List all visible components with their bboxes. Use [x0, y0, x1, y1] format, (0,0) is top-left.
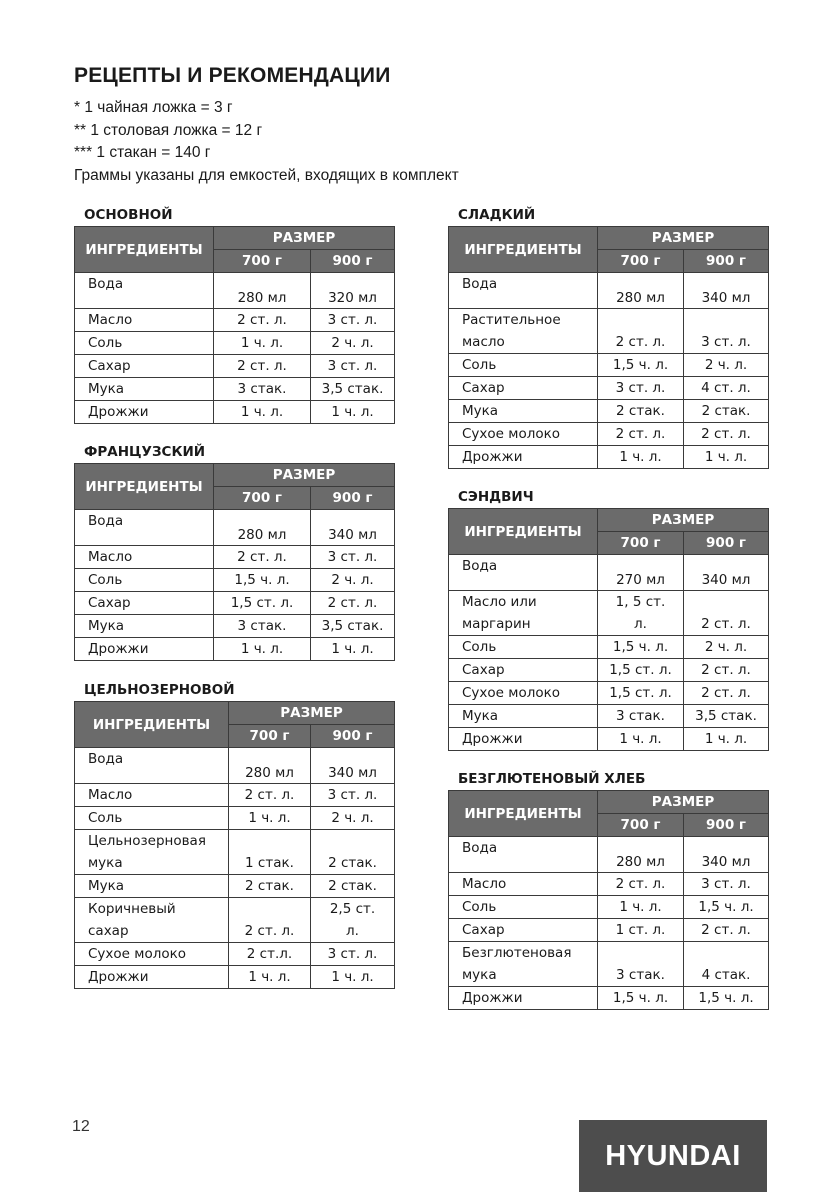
amount-900: 3 ст. л. — [311, 943, 395, 966]
size-header: РАЗМЕР — [214, 227, 395, 250]
amount-900: 1 ч. л. — [684, 728, 769, 751]
size-700-header: 700 г — [214, 487, 311, 510]
amount-700: 2 ст. л. — [214, 309, 311, 332]
ingredient-name: Масло — [449, 873, 598, 896]
amount-700: 270 мл — [598, 555, 684, 591]
ingredient-name: Соль — [449, 354, 598, 377]
amount-900: 3 ст. л. — [311, 309, 395, 332]
recipe-table — [74, 463, 395, 661]
table-row — [449, 896, 769, 919]
size-header: РАЗМЕР — [598, 791, 769, 814]
amount-900: 2 ст. л. — [684, 659, 769, 682]
amount-900: 2 ч. л. — [311, 807, 395, 830]
ingredient-name: Сахар — [449, 659, 598, 682]
size-700-header: 700 г — [214, 250, 311, 273]
amount-700-line-1: 1, 5 ст. — [615, 594, 666, 610]
recipe-title: ФРАНЦУЗСКИЙ — [84, 444, 206, 460]
recipe-table — [448, 790, 769, 1010]
table-row — [449, 682, 769, 705]
amount-700: 1,5 ч. л. — [214, 569, 311, 592]
ingredient-name: Мука — [449, 705, 598, 728]
amount-700: 2 стак. — [598, 400, 684, 423]
ingredient-name: Соль — [449, 896, 598, 919]
size-900-header: 900 г — [311, 487, 395, 510]
amount-900: 2 ч. л. — [311, 569, 395, 592]
amount-700: 2 ст. л. — [214, 546, 311, 569]
amount-900: 1 ч. л. — [311, 638, 395, 661]
ingredient-name-line-1: Безглютеновая — [462, 945, 572, 961]
size-700-header: 700 г — [598, 532, 684, 555]
amount-700: 3 стак. — [214, 615, 311, 638]
amount-900-line-1: 2,5 ст. — [329, 901, 376, 917]
amount-900: 3,5 стак. — [311, 378, 395, 401]
amount-700: 2 стак. — [229, 875, 311, 898]
table-row — [449, 659, 769, 682]
page-title: РЕЦЕПТЫ И РЕКОМЕНДАЦИИ — [74, 64, 391, 87]
table-row — [75, 784, 395, 807]
amount-700: 1 ч. л. — [598, 446, 684, 469]
ingredient-name-line-2: мука — [462, 967, 497, 983]
ingredient-name: Вода — [75, 748, 229, 784]
table-row — [449, 377, 769, 400]
note-teaspoon: * 1 чайная ложка = 3 г — [74, 99, 233, 116]
table-row — [75, 592, 395, 615]
page-number: 12 — [72, 1118, 90, 1135]
ingredient-name — [449, 942, 598, 987]
amount-900: 1,5 ч. л. — [684, 896, 769, 919]
amount-900: 2 ст. л. — [684, 919, 769, 942]
amount-900: 1 ч. л. — [311, 401, 395, 424]
ingredient-name: Соль — [75, 332, 214, 355]
table-row — [75, 546, 395, 569]
table-row — [449, 354, 769, 377]
recipe-title: БЕЗГЛЮТЕНОВЫЙ ХЛЕБ — [458, 771, 646, 787]
amount-700: 280 мл — [598, 837, 684, 873]
size-header: РАЗМЕР — [598, 227, 769, 250]
ingredient-name: Сахар — [449, 377, 598, 400]
amount-700: 1 ч. л. — [229, 966, 311, 989]
amount-700: 1,5 ч. л. — [598, 354, 684, 377]
ingredient-name: Вода — [75, 510, 214, 546]
table-row — [449, 987, 769, 1010]
amount-900: 2 ст. л. — [684, 682, 769, 705]
table-row — [449, 400, 769, 423]
ingredient-name-line-2: сахар — [88, 923, 129, 939]
amount-900 — [311, 898, 395, 943]
ingredient-name: Мука — [75, 875, 229, 898]
size-header: РАЗМЕР — [229, 702, 395, 725]
ingredient-name-line-2: мука — [88, 855, 123, 871]
amount-900: 2 ч. л. — [311, 332, 395, 355]
ingredient-name: Соль — [75, 807, 229, 830]
ingredient-name: Дрожжи — [75, 638, 214, 661]
ingredient-name: Дрожжи — [449, 728, 598, 751]
size-700-header: 700 г — [598, 814, 684, 837]
amount-900: 2 ст. л. — [684, 591, 769, 636]
table-row — [75, 401, 395, 424]
recipe-title: СЛАДКИЙ — [458, 207, 536, 223]
amount-700: 1 ч. л. — [214, 332, 311, 355]
recipe-sweet — [448, 204, 769, 469]
amount-900: 1 ч. л. — [311, 966, 395, 989]
table-row — [75, 638, 395, 661]
table-row — [449, 705, 769, 728]
amount-700 — [598, 591, 684, 636]
size-900-header: 900 г — [684, 814, 769, 837]
amount-700: 1,5 ч. л. — [598, 636, 684, 659]
amount-700: 2 ст. л. — [214, 355, 311, 378]
ingredient-name-line-2: масло — [462, 334, 505, 350]
amount-700: 280 мл — [229, 748, 311, 784]
table-row — [449, 555, 769, 591]
amount-700-line-2: л. — [634, 616, 647, 632]
size-header: РАЗМЕР — [598, 509, 769, 532]
table-row — [449, 591, 769, 636]
amount-900: 3 ст. л. — [311, 355, 395, 378]
ingredient-name-line-1: Растительное — [462, 312, 561, 328]
note-cup: *** 1 стакан = 140 г — [74, 144, 211, 161]
ingredient-name: Вода — [449, 837, 598, 873]
amount-900: 3,5 стак. — [311, 615, 395, 638]
table-row — [449, 942, 769, 987]
amount-700: 3 стак. — [598, 942, 684, 987]
amount-700: 1 ч. л. — [598, 896, 684, 919]
ingredient-name — [75, 898, 229, 943]
table-row — [75, 615, 395, 638]
table-row — [75, 378, 395, 401]
size-900-header: 900 г — [311, 250, 395, 273]
table-row — [75, 569, 395, 592]
table-row — [449, 636, 769, 659]
amount-900: 340 мл — [311, 510, 395, 546]
table-row — [75, 966, 395, 989]
table-row — [449, 873, 769, 896]
amount-700: 280 мл — [214, 273, 311, 309]
amount-700: 2 ст. л. — [229, 898, 311, 943]
table-row — [449, 309, 769, 354]
table-row — [75, 898, 395, 943]
ingredient-name: Вода — [449, 273, 598, 309]
note-grams: Граммы указаны для емкостей, входящих в комплект — [74, 166, 459, 184]
recipe-table — [448, 226, 769, 469]
amount-700: 3 стак. — [598, 705, 684, 728]
amount-900: 3,5 стак. — [684, 705, 769, 728]
ingredient-name — [449, 309, 598, 354]
amount-900-line-2: л. — [346, 923, 359, 939]
recipe-title: ЦЕЛЬНОЗЕРНОВОЙ — [84, 682, 235, 698]
table-row — [449, 423, 769, 446]
ingredient-name-line-2: маргарин — [462, 616, 531, 632]
amount-700: 3 стак. — [214, 378, 311, 401]
size-header: РАЗМЕР — [214, 464, 395, 487]
ingredients-header: ИНГРЕДИЕНТЫ — [75, 702, 229, 748]
amount-900: 2 ч. л. — [684, 354, 769, 377]
amount-900: 3 ст. л. — [684, 873, 769, 896]
ingredients-header: ИНГРЕДИЕНТЫ — [449, 791, 598, 837]
table-row — [75, 332, 395, 355]
ingredient-name: Мука — [449, 400, 598, 423]
amount-900: 2 ч. л. — [684, 636, 769, 659]
size-700-header: 700 г — [598, 250, 684, 273]
amount-900: 4 ст. л. — [684, 377, 769, 400]
ingredient-name: Сухое молоко — [449, 682, 598, 705]
table-row — [75, 309, 395, 332]
ingredient-name: Дрожжи — [449, 446, 598, 469]
recipe-table — [448, 508, 769, 751]
table-row — [75, 748, 395, 784]
recipe-gluten-free — [448, 768, 769, 1010]
table-row — [75, 830, 395, 875]
amount-900: 340 мл — [684, 837, 769, 873]
ingredients-header: ИНГРЕДИЕНТЫ — [449, 227, 598, 273]
table-row — [449, 837, 769, 873]
table-row — [449, 728, 769, 751]
recipe-table — [74, 701, 395, 989]
amount-700: 1 ст. л. — [598, 919, 684, 942]
amount-700: 2 ст.л. — [229, 943, 311, 966]
ingredient-name: Мука — [75, 615, 214, 638]
amount-700: 280 мл — [214, 510, 311, 546]
ingredient-name — [449, 591, 598, 636]
amount-900: 3 ст. л. — [311, 546, 395, 569]
amount-700: 1,5 ч. л. — [598, 987, 684, 1010]
amount-700: 1,5 ст. л. — [598, 659, 684, 682]
amount-700: 1,5 ст. л. — [214, 592, 311, 615]
ingredient-name: Масло — [75, 309, 214, 332]
amount-900: 1,5 ч. л. — [684, 987, 769, 1010]
ingredient-name: Сахар — [449, 919, 598, 942]
amount-900: 340 мл — [684, 555, 769, 591]
amount-700: 2 ст. л. — [598, 423, 684, 446]
ingredient-name: Соль — [449, 636, 598, 659]
amount-900: 1 ч. л. — [684, 446, 769, 469]
amount-900: 2 стак. — [311, 875, 395, 898]
note-tablespoon: ** 1 столовая ложка = 12 г — [74, 121, 263, 139]
size-700-header: 700 г — [229, 725, 311, 748]
ingredient-name: Дрожжи — [449, 987, 598, 1010]
amount-700: 2 ст. л. — [598, 873, 684, 896]
size-900-header: 900 г — [684, 532, 769, 555]
ingredient-name — [75, 830, 229, 875]
measurement-notes — [74, 97, 459, 187]
recipe-wholegrain — [74, 679, 395, 989]
amount-700: 1,5 ст. л. — [598, 682, 684, 705]
recipe-title: СЭНДВИЧ — [458, 489, 534, 505]
amount-900: 4 стак. — [684, 942, 769, 987]
ingredient-name: Сахар — [75, 592, 214, 615]
amount-700: 1 стак. — [229, 830, 311, 875]
ingredient-name: Вода — [75, 273, 214, 309]
amount-900: 340 мл — [684, 273, 769, 309]
recipe-title: ОСНОВНОЙ — [84, 207, 173, 223]
table-row — [75, 510, 395, 546]
hyundai-logo — [579, 1120, 767, 1192]
size-900-header: 900 г — [684, 250, 769, 273]
size-900-header: 900 г — [311, 725, 395, 748]
ingredient-name: Сахар — [75, 355, 214, 378]
amount-700: 1 ч. л. — [598, 728, 684, 751]
ingredient-name: Вода — [449, 555, 598, 591]
amount-700: 1 ч. л. — [214, 401, 311, 424]
ingredient-name: Масло — [75, 546, 214, 569]
table-row — [75, 807, 395, 830]
recipe-basic — [74, 204, 395, 424]
ingredients-header: ИНГРЕДИЕНТЫ — [449, 509, 598, 555]
ingredients-header: ИНГРЕДИЕНТЫ — [75, 464, 214, 510]
ingredient-name: Масло — [75, 784, 229, 807]
ingredient-name: Сухое молоко — [75, 943, 229, 966]
amount-700: 1 ч. л. — [229, 807, 311, 830]
ingredient-name-line-1: Коричневый — [88, 901, 176, 917]
amount-900: 2 ст. л. — [684, 423, 769, 446]
amount-700: 2 ст. л. — [229, 784, 311, 807]
ingredient-name: Сухое молоко — [449, 423, 598, 446]
ingredient-name: Мука — [75, 378, 214, 401]
recipe-table — [74, 226, 395, 424]
table-row — [449, 273, 769, 309]
ingredient-name: Дрожжи — [75, 966, 229, 989]
amount-900: 2 ст. л. — [311, 592, 395, 615]
recipe-french — [74, 441, 395, 661]
amount-700: 2 ст. л. — [598, 309, 684, 354]
logo-text: HYUNDAI — [605, 1140, 741, 1172]
amount-900: 340 мл — [311, 748, 395, 784]
ingredient-name-line-1: Цельнозерновая — [88, 833, 206, 849]
ingredients-header: ИНГРЕДИЕНТЫ — [75, 227, 214, 273]
ingredient-name: Дрожжи — [75, 401, 214, 424]
table-row — [75, 355, 395, 378]
ingredient-name: Соль — [75, 569, 214, 592]
table-row — [75, 273, 395, 309]
amount-900: 2 стак. — [684, 400, 769, 423]
amount-700: 3 ст. л. — [598, 377, 684, 400]
amount-900: 2 стак. — [311, 830, 395, 875]
amount-700: 1 ч. л. — [214, 638, 311, 661]
recipe-sandwich — [448, 486, 769, 751]
amount-900: 3 ст. л. — [684, 309, 769, 354]
table-row — [75, 943, 395, 966]
amount-900: 3 ст. л. — [311, 784, 395, 807]
ingredient-name-line-1: Масло или — [462, 594, 537, 610]
table-row — [449, 446, 769, 469]
amount-700: 280 мл — [598, 273, 684, 309]
amount-900: 320 мл — [311, 273, 395, 309]
table-row — [449, 919, 769, 942]
table-row — [75, 875, 395, 898]
